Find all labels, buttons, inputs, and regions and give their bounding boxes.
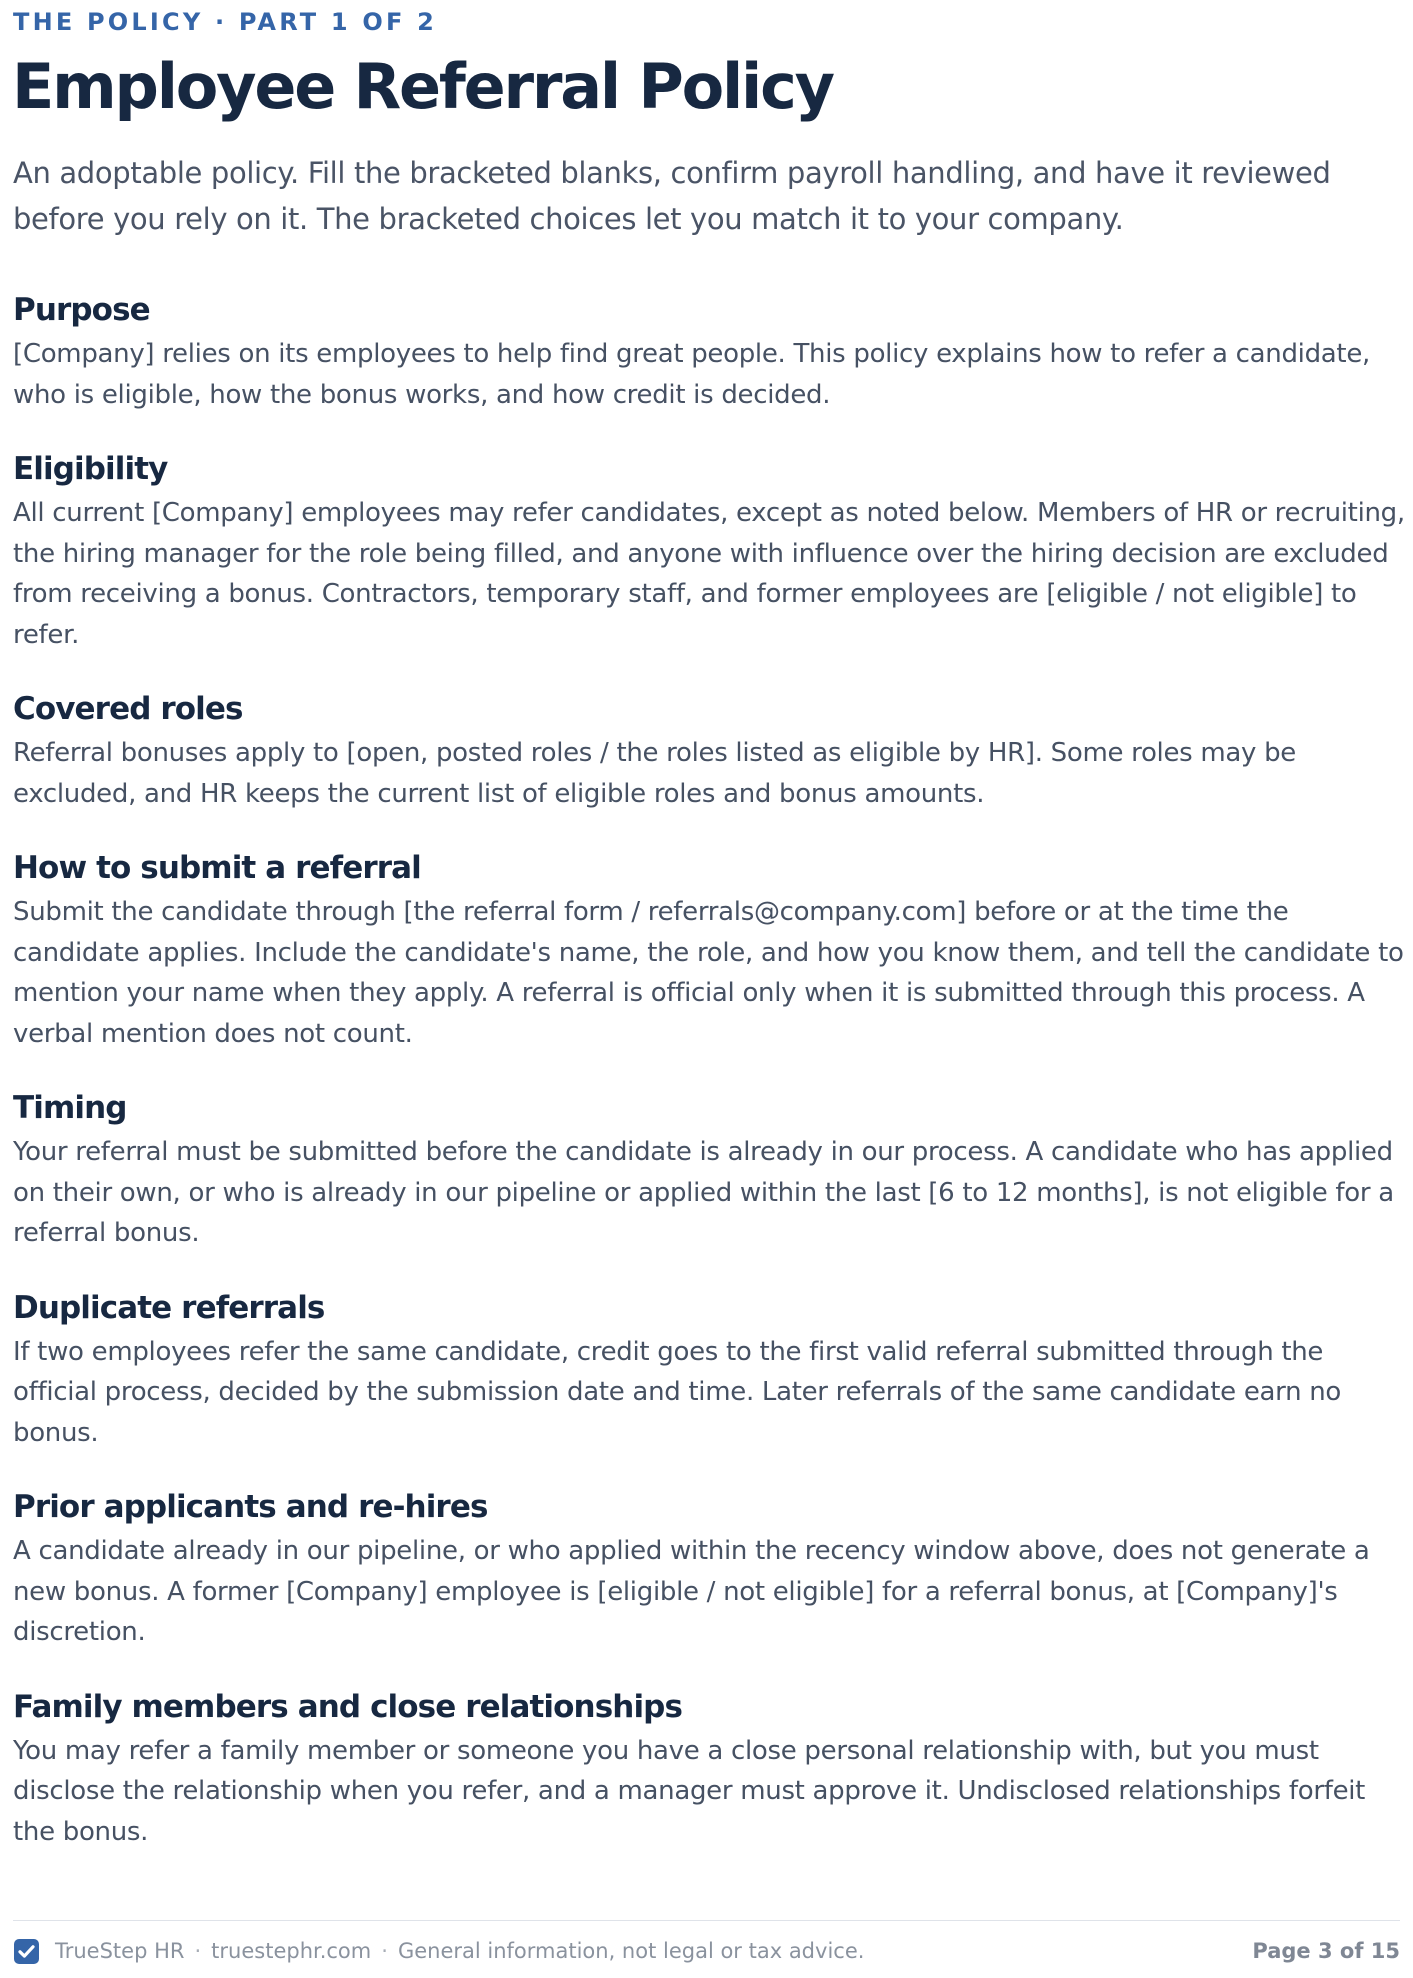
section-purpose <box>13 290 1408 415</box>
intro-paragraph: An adoptable policy. Fill the bracketed blanks, confirm payroll handling, and have it reviewed before you rely on it. The bracketed choices let you match it to your company. <box>13 156 1331 236</box>
section-duplicate-referrals <box>13 1288 1408 1454</box>
section-body: Referral bonuses apply to [open, posted roles / the roles listed as eligible by HR]. Some roles may be excluded, and HR keeps the current list of eligible roles and bonus amounts. <box>13 738 1296 809</box>
section-body: If two employees refer the same candidate, credit goes to the first valid referral submitted through the official process, decided by the submission date and time. Later referrals of the same candidate earn no bonus. <box>13 1336 1342 1448</box>
policy-sections <box>13 290 1408 1852</box>
checkmark-box-icon <box>13 1938 40 1965</box>
footer-disclaimer: General information, not legal or tax advice. <box>397 1939 865 1963</box>
footer-brand: TrueStep HR <box>55 1939 185 1963</box>
section-heading: Covered roles <box>13 691 243 727</box>
section-heading: Eligibility <box>13 451 168 487</box>
section-covered-roles <box>13 689 1408 814</box>
footer-meta <box>13 1936 864 1966</box>
section-body: Submit the candidate through [the referral form / referrals@company.com] before or at the time the candidate applies. Include the candidate's name, the role, and how you know them, and tell the candidate to mention your name when they apply. A referral is official only when it is submitted through this process. A verbal mention does not count. <box>13 897 1404 1049</box>
section-heading: Timing <box>13 1090 127 1126</box>
section-body: All current [Company] employees may refer candidates, except as noted below. Members of HR or recruiting, the hiring manager for the role being filled, and anyone with influence over the hiring decision are excluded from receiving a bonus. Contractors, temporary staff, and former employees are [eligible / not eligible] to refer. <box>13 498 1405 650</box>
section-body: [Company] relies on its employees to help find great people. This policy explains how to refer a candidate, who is eligible, how the bonus works, and how credit is decided. <box>13 339 1370 410</box>
section-heading: Prior applicants and re-hires <box>13 1489 488 1525</box>
section-prior-applicants <box>13 1487 1408 1653</box>
footer-divider <box>13 1920 1400 1921</box>
section-heading: Duplicate referrals <box>13 1289 325 1326</box>
section-body: A candidate already in our pipeline, or who applied within the recency window above, does not generate a new bonus. A former [Company] employee is [eligible / not eligible] for a referral bonus, at [Company]'s discretion. <box>13 1536 1370 1647</box>
page-number: Page 3 of 15 <box>1252 1939 1400 1963</box>
footer-separator: · <box>194 1939 202 1963</box>
section-body: You may refer a family member or someone you have a close personal relationship with, but you must disclose the relationship when you refer, and a manager must approve it. Undisclosed relationships forfeit the bonus. <box>13 1735 1366 1847</box>
footer-separator: · <box>381 1939 388 1963</box>
page-title: Employee Referral Policy <box>12 50 833 123</box>
section-timing <box>13 1088 1408 1254</box>
section-submit-referral <box>13 848 1408 1054</box>
page-footer <box>13 1936 1400 1966</box>
section-heading: Purpose <box>13 292 150 328</box>
section-body: Your referral must be submitted before the candidate is already in our process. A candidate who has applied on their own, or who is already in our pipeline or applied within the last [6 to 12 months], is not eligible for a referral bonus. <box>13 1137 1394 1248</box>
section-eligibility <box>13 449 1408 655</box>
section-heading: Family members and close relationships <box>13 1688 683 1725</box>
section-heading: How to submit a referral <box>13 850 421 886</box>
section-eyebrow: THE POLICY · PART 1 OF 2 <box>13 8 438 36</box>
section-family-relationships <box>13 1687 1408 1853</box>
footer-site-link[interactable]: truestephr.com <box>211 1939 372 1963</box>
